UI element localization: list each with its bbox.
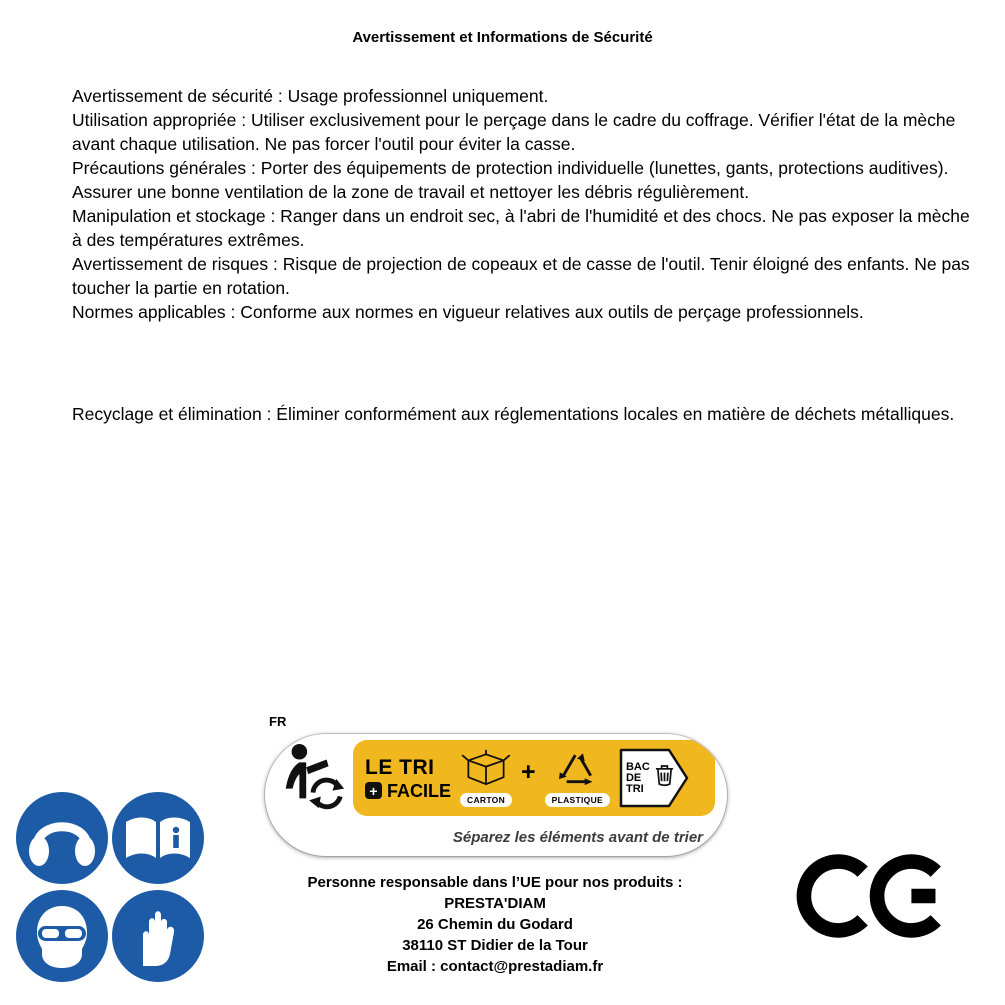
paragraph-handling-storage: Manipulation et stockage : Ranger dans un endroit sec, à l'abri de l'humidité et des chocs. Ne pas exposer la mèche à des températures extrêmes. [72,206,970,250]
read-manual-icon [110,790,206,886]
le-tri-facile-headline [365,757,451,800]
address-street: 26 Chemin du Godard [417,916,573,933]
carton-box-icon [461,749,511,791]
plastique-material [545,750,610,807]
document-title: Avertissement et Informations de Sécurité [352,29,653,46]
plus-icon: + [365,782,382,799]
paragraph-risk-warning: Avertissement de risques : Risque de projection de copeaux et de casse de l'outil. Tenir éloigné des enfants. Ne pas toucher la partie en rotation. [72,254,970,298]
bac-de-tri-label: BAC DE TRI [625,760,650,795]
trash-bin-icon [654,762,675,794]
le-tri-text: LE TRI [365,755,435,779]
plastique-label: PLASTIQUE [545,793,610,807]
eu-responsible-block [240,872,750,977]
responsible-heading: Personne responsable dans l’UE pour nos produits : [307,874,683,891]
carton-material [460,749,512,807]
carton-label: CARTON [460,793,512,807]
address-city: 38110 ST Didier de la Tour [402,937,588,954]
triman-logo-icon [275,742,351,812]
fr-country-label: FR [269,714,287,729]
recycling-triangle-icon [556,750,598,791]
ear-protection-icon [14,790,110,886]
paragraph-applicable-standards: Normes applicables : Conforme aux normes en vigueur relatives aux outils de perçage professionnels. [72,302,864,322]
company-name: PRESTA'DIAM [444,895,546,912]
facile-text: FACILE [387,780,452,801]
paragraph-general-precautions: Précautions générales : Porter des équipements de protection individuelle (lunettes, gants, protections auditives). Assurer une bonne ventilation de la zone de travail et nettoyer les débris régulièrement. [72,158,949,202]
plus-separator: + [521,757,536,786]
sorting-banner-yellow-area [353,740,715,816]
mandatory-safety-pictograms [14,790,206,986]
paragraph-proper-use: Utilisation appropriée : Utiliser exclusivement pour le perçage dans le cadre du coffrage. Vérifier l'état de la mèche avant chaque utilisation. Ne pas forcer l'outil pour éviter la casse. [72,110,956,154]
paragraph-safety-warning: Avertissement de sécurité : Usage professionnel uniquement. [72,86,549,106]
eye-protection-icon [14,888,110,984]
document-body [72,84,978,426]
triman-sorting-banner [265,734,727,856]
paragraph-recycling-disposal: Recyclage et élimination : Éliminer conformément aux réglementations locales en matière de déchets métalliques. [72,404,955,424]
sorting-banner-top [265,734,727,820]
contact-email: Email : contact@prestadiam.fr [386,958,604,975]
sorting-tagline: Séparez les éléments avant de trier [452,828,703,846]
ce-marking-icon [795,853,959,944]
bac-de-tri-badge [619,748,689,808]
protective-gloves-icon [110,888,206,984]
